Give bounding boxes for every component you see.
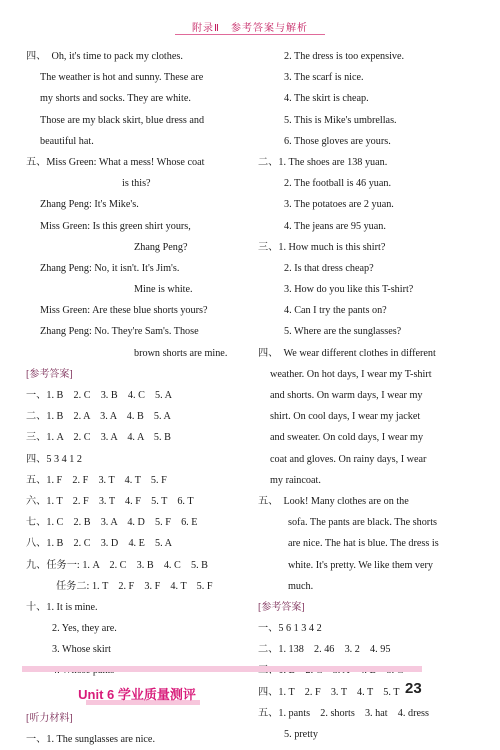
text-line: 5. Where are the sunglasses?: [284, 326, 402, 338]
text-line: weather. On hot days, I wear my T-shirt: [270, 368, 432, 380]
text-line: 二、1. 138 2. 46 3. 2 4. 95: [258, 644, 391, 656]
unit-title-text: Unit 6 学业质量测评: [78, 686, 196, 702]
text-line: is this?: [122, 178, 151, 190]
section-label: [听力材料]: [26, 712, 73, 724]
text-line: Miss Green: Is this green shirt yours,: [40, 220, 191, 232]
text-line: 五、1. F 2. F 3. T 4. T 5. F: [26, 474, 167, 486]
text-line: Mine is white.: [134, 284, 193, 296]
text-line: 七、1. C 2. B 3. A 4. D 5. F 6. E: [26, 517, 198, 529]
text-line: 一、5 6 1 3 4 2: [258, 623, 322, 635]
page-number: 23: [405, 680, 422, 697]
text-line: are nice. The hat is blue. The dress is: [288, 538, 439, 550]
text-line: Miss Green: Are these blue shorts yours?: [40, 305, 208, 317]
text-line: my raincoat.: [270, 474, 321, 486]
text-line: 2. Is that dress cheap?: [284, 262, 374, 274]
text-line: white. It's pretty. We like them very: [288, 559, 434, 571]
text-line: 3. How do you like this T-shirt?: [284, 284, 414, 296]
text-line: 4. The jeans are 95 yuan.: [284, 220, 386, 232]
header-title: 附录Ⅱ 参考答案与解析: [192, 23, 308, 34]
text-line: 任务二: 1. T 2. F 3. F 4. T 5. F: [56, 580, 213, 592]
text-line: 八、1. B 2. C 3. D 4. E 5. A: [26, 538, 173, 550]
text-line: much.: [288, 580, 314, 592]
text-line: and shorts. On warm days, I wear my: [270, 390, 423, 401]
text-line: coat and gloves. On rainy days, I wear: [270, 453, 427, 465]
text-line: my shorts and socks. They are white.: [40, 93, 191, 105]
text-line: 5. This is Mike's umbrellas.: [284, 114, 397, 126]
text-line: brown shorts are mine.: [134, 347, 228, 359]
text-line: 一、1. The sunglasses are nice.: [26, 733, 156, 745]
text-line: 一、1. B 2. C 3. B 4. C 5. A: [26, 390, 173, 401]
text-line: 十、1. It is mine.: [26, 601, 98, 613]
text-line: 五、Miss Green: What a mess! Whose coat: [26, 156, 205, 168]
text-line: beautiful hat.: [40, 135, 94, 147]
text-line: Zhang Peng: It's Mike's.: [40, 199, 139, 211]
page-header: [0, 0, 500, 40]
text-line: Those are my black skirt, blue dress and: [40, 114, 205, 126]
section-label: [参考答案]: [26, 368, 73, 380]
footer-stripe: [22, 666, 422, 672]
section-label: [参考答案]: [258, 601, 305, 613]
text-line: The weather is hot and sunny. These are: [40, 72, 204, 84]
text-line: Zhang Peng?: [134, 241, 188, 253]
text-line: Zhang Peng: No. They're Sam's. Those: [40, 326, 199, 338]
left-column: [26, 46, 248, 750]
text-line: 2. The dress is too expensive.: [284, 51, 405, 62]
text-line: 3. Whose skirt: [52, 644, 111, 656]
text-line: 五、1. pants 2. shorts 3. hat 4. dress: [258, 707, 429, 719]
text-line: 四、1. T 2. F 3. T 4. T 5. T: [258, 686, 400, 698]
right-column: [258, 46, 480, 745]
text-line: 三、1. A 2. C 3. A 4. A 5. B: [26, 432, 171, 444]
text-line: 二、1. The shoes are 138 yuan.: [258, 156, 388, 168]
text-line: and sweater. On cold days, I wear my: [270, 432, 424, 444]
text-line: 3. The potatoes are 2 yuan.: [284, 199, 394, 211]
text-line: 九、任务一: 1. A 2. C 3. B 4. C 5. B: [26, 559, 208, 571]
text-line: 6. Those gloves are yours.: [284, 135, 391, 147]
text-line: 六、1. T 2. F 3. T 4. F 5. T 6. T: [26, 495, 194, 507]
header-rule: [175, 34, 325, 35]
text-line: shirt. On cool days, I wear my jacket: [270, 411, 421, 423]
text-line: 四、 Oh, it's time to pack my clothes.: [26, 51, 183, 62]
text-line: sofa. The pants are black. The shorts: [288, 517, 437, 529]
text-line: 4. Can I try the pants on?: [284, 305, 387, 317]
text-line: 五、 Look! Many clothes are on the: [258, 495, 409, 507]
text-line: 三、1. How much is this shirt?: [258, 241, 386, 253]
text-line: 2. The football is 46 yuan.: [284, 178, 392, 190]
footer-band: [0, 664, 500, 708]
text-line: 四、5 3 4 1 2: [26, 453, 83, 465]
text-line: 2. Yes, they are.: [52, 623, 117, 635]
text-line: 4. The skirt is cheap.: [284, 93, 369, 105]
text-line: 四、 We wear different clothes in different: [258, 347, 436, 359]
text-line: 3. The scarf is nice.: [284, 72, 364, 84]
text-line: Zhang Peng: No, it isn't. It's Jim's.: [40, 262, 180, 274]
text-line: 二、1. B 2. A 3. A 4. B 5. A: [26, 411, 171, 423]
text-line: 5. pretty: [284, 729, 318, 740]
